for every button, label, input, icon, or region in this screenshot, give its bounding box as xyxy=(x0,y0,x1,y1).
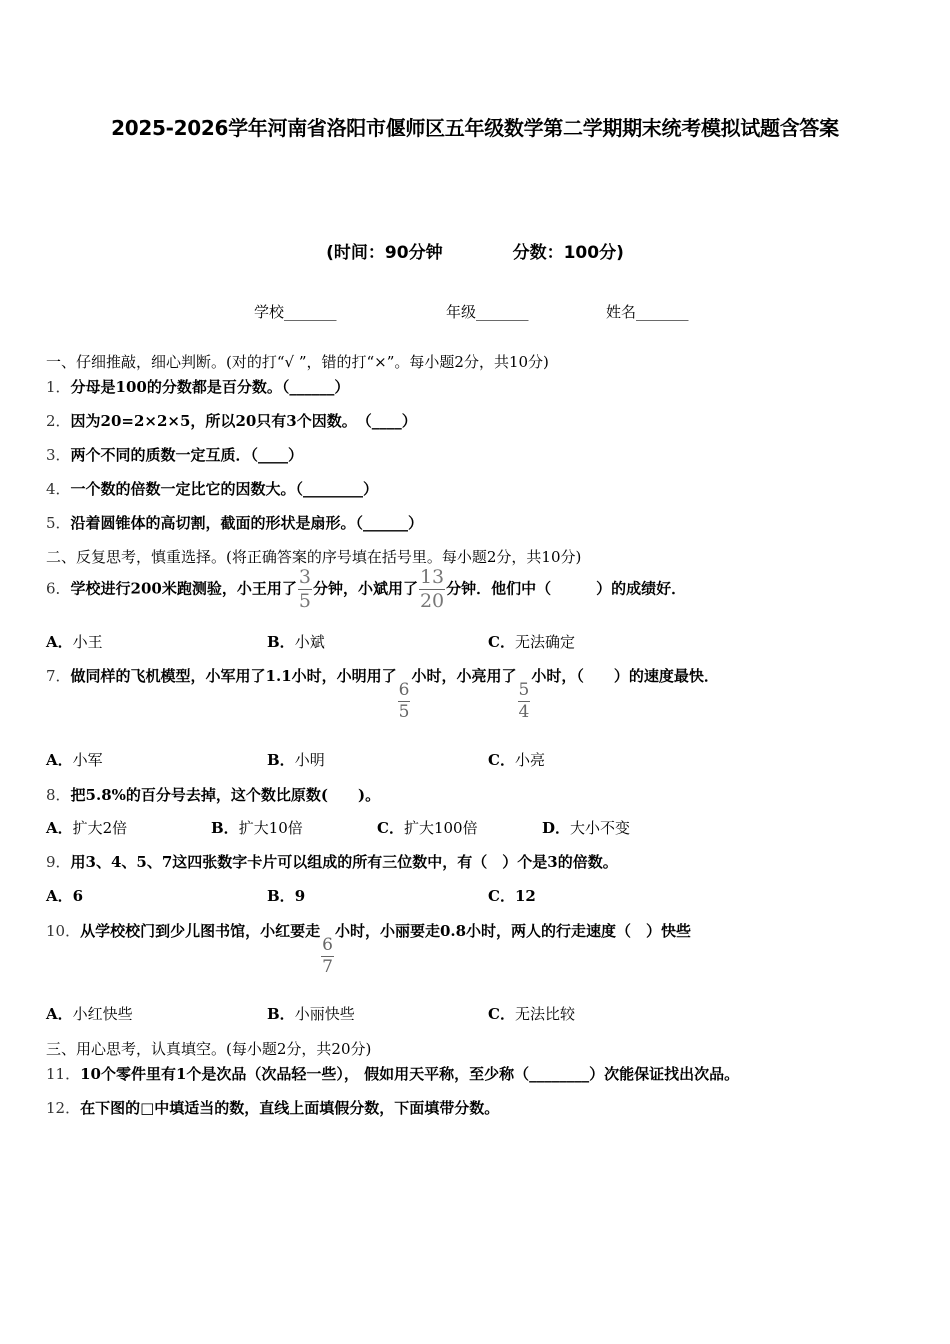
question-number: 8． xyxy=(46,786,71,804)
option-a xyxy=(46,1003,133,1024)
fraction xyxy=(398,682,411,721)
question-12 xyxy=(46,1097,499,1118)
section-3-heading: 三、用心思考，认真填空。(每小题2分，共20分) xyxy=(46,1040,372,1058)
option-key: C． xyxy=(488,887,515,905)
option-c xyxy=(488,749,545,770)
question-number: 4． xyxy=(46,480,71,498)
fraction xyxy=(321,937,334,976)
question-number: 9． xyxy=(46,853,71,871)
option-key: C． xyxy=(488,633,515,651)
question-text: 分钟，小斌用了 xyxy=(312,579,418,598)
option-key: A． xyxy=(46,819,73,837)
question-text: 分母是100的分数都是百分数。（______） xyxy=(70,378,350,396)
option-value: 无法比较 xyxy=(514,1005,575,1023)
option-key: B． xyxy=(267,887,295,905)
fraction xyxy=(419,568,445,611)
fraction-denominator: 7 xyxy=(322,957,333,977)
option-c xyxy=(377,817,478,838)
question-text: 从学校校门到少儿图书馆，小红要走 xyxy=(80,922,321,940)
section-2-heading: 二、反复思考，慎重选择。(将正确答案的序号填在括号里。每小题2分，共10分) xyxy=(46,548,582,566)
fraction-denominator: 5 xyxy=(298,590,311,612)
fraction-numerator: 3 xyxy=(298,566,311,588)
option-value: 小王 xyxy=(72,633,103,651)
fraction xyxy=(518,682,531,721)
option-value: 6 xyxy=(72,887,84,905)
question-number: 2． xyxy=(46,412,71,430)
option-value: 小军 xyxy=(72,751,103,769)
page-title: 2025-2026学年河南省洛阳市偃师区五年级数学第二学期期末统考模拟试题含答案 xyxy=(111,116,839,140)
option-b xyxy=(267,631,325,652)
option-key: C． xyxy=(488,751,515,769)
option-b xyxy=(211,817,303,838)
option-value: 扩大2倍 xyxy=(72,819,128,837)
question-number: 11． xyxy=(46,1065,81,1083)
fraction xyxy=(298,568,312,611)
question-text: 沿着圆锥体的高切割，截面的形状是扇形。（______） xyxy=(70,514,424,532)
school-field: 学校_______ xyxy=(254,303,337,321)
fraction-denominator: 5 xyxy=(398,702,410,722)
exam-meta xyxy=(0,238,950,263)
option-key: B． xyxy=(267,1005,295,1023)
question-number: 6． xyxy=(46,579,71,598)
option-key: C． xyxy=(488,1005,515,1023)
question-number: 1． xyxy=(46,378,71,396)
option-value: 小丽快些 xyxy=(294,1005,355,1023)
question-text: 把5.8%的百分号去掉，这个数比原数( )。 xyxy=(70,786,381,804)
option-a xyxy=(46,817,127,838)
question-text: 因为20=2×2×5，所以20只有3个因数。 （____） xyxy=(70,412,417,430)
option-c xyxy=(488,885,536,906)
fraction-numerator: 13 xyxy=(419,566,445,588)
question-text: 一个数的倍数一定比它的因数大。（________） xyxy=(70,480,379,498)
question-number: 12． xyxy=(46,1099,81,1117)
fraction-numerator: 6 xyxy=(322,935,333,955)
option-a xyxy=(46,631,103,652)
option-value: 小斌 xyxy=(294,633,325,651)
fraction-numerator: 5 xyxy=(518,680,530,700)
question-5 xyxy=(46,512,423,533)
option-key: A． xyxy=(46,887,73,905)
question-text: 小时，小亮用了 xyxy=(411,667,517,685)
question-8 xyxy=(46,784,380,805)
option-b xyxy=(267,749,325,770)
grade-field: 年级_______ xyxy=(446,303,529,321)
exam-time: (时间：90分钟 xyxy=(326,243,443,263)
fraction-denominator: 20 xyxy=(419,590,445,612)
question-text: 分钟．他们中（ ）的成绩好． xyxy=(446,579,687,598)
option-key: B． xyxy=(211,819,239,837)
option-value: 小亮 xyxy=(514,751,545,769)
option-key: C． xyxy=(377,819,404,837)
exam-score: 分数：100分) xyxy=(512,243,624,263)
option-value: 小明 xyxy=(294,751,325,769)
question-1 xyxy=(46,376,349,397)
question-4 xyxy=(46,478,378,499)
fraction-numerator: 6 xyxy=(398,680,410,700)
question-3 xyxy=(46,444,303,465)
name-field: 姓名_______ xyxy=(606,303,689,321)
question-9 xyxy=(46,851,618,872)
question-text: 学校进行200米跑测验，小王用了 xyxy=(70,579,297,598)
question-text: 做同样的飞机模型，小军用了1.1小时，小明用了 xyxy=(70,667,397,685)
option-value: 12 xyxy=(514,887,536,905)
question-text: 在下图的□中填适当的数，直线上面填假分数，下面填带分数。 xyxy=(80,1099,500,1117)
option-d xyxy=(542,817,630,838)
section-1-heading: 一、仔细推敲，细心判断。(对的打“√ ”，错的打“×”。每小题2分，共10分) xyxy=(46,353,549,371)
question-text: 两个不同的质数一定互质．（____） xyxy=(70,446,304,464)
option-a xyxy=(46,885,83,906)
question-number: 3． xyxy=(46,446,71,464)
question-text: 小时，（ ）的速度最快． xyxy=(531,667,719,685)
question-11 xyxy=(46,1063,739,1084)
question-number: 7． xyxy=(46,667,71,685)
option-value: 无法确定 xyxy=(514,633,575,651)
option-value: 扩大100倍 xyxy=(403,819,478,837)
option-value: 大小不变 xyxy=(570,819,631,837)
option-key: A． xyxy=(46,633,73,651)
fraction-denominator: 4 xyxy=(518,702,530,722)
option-b xyxy=(267,885,305,906)
option-b xyxy=(267,1003,355,1024)
question-number: 5． xyxy=(46,514,71,532)
question-text: 用3、4、5、7这四张数字卡片可以组成的所有三位数中，有（ ）个是3的倍数。 xyxy=(70,853,618,871)
question-text: 小时，小丽要走0.8小时，两人的行走速度（ ）快些 xyxy=(334,922,692,940)
option-value: 小红快些 xyxy=(72,1005,133,1023)
question-6 xyxy=(46,568,686,611)
question-text: 10个零件里有1个是次品（次品轻一些）， 假如用天平称，至少称（________）次能保证找出次品。 xyxy=(80,1065,740,1083)
option-a xyxy=(46,749,103,770)
question-7 xyxy=(46,665,719,721)
question-10 xyxy=(46,920,691,976)
option-value: 扩大10倍 xyxy=(238,819,303,837)
option-c xyxy=(488,1003,575,1024)
option-key: B． xyxy=(267,751,295,769)
option-key: A． xyxy=(46,1005,73,1023)
option-key: A． xyxy=(46,751,73,769)
option-value: 9 xyxy=(294,887,306,905)
option-key: D． xyxy=(542,819,571,837)
option-key: B． xyxy=(267,633,295,651)
option-c xyxy=(488,631,575,652)
question-2 xyxy=(46,410,417,431)
question-number: 10． xyxy=(46,922,81,940)
